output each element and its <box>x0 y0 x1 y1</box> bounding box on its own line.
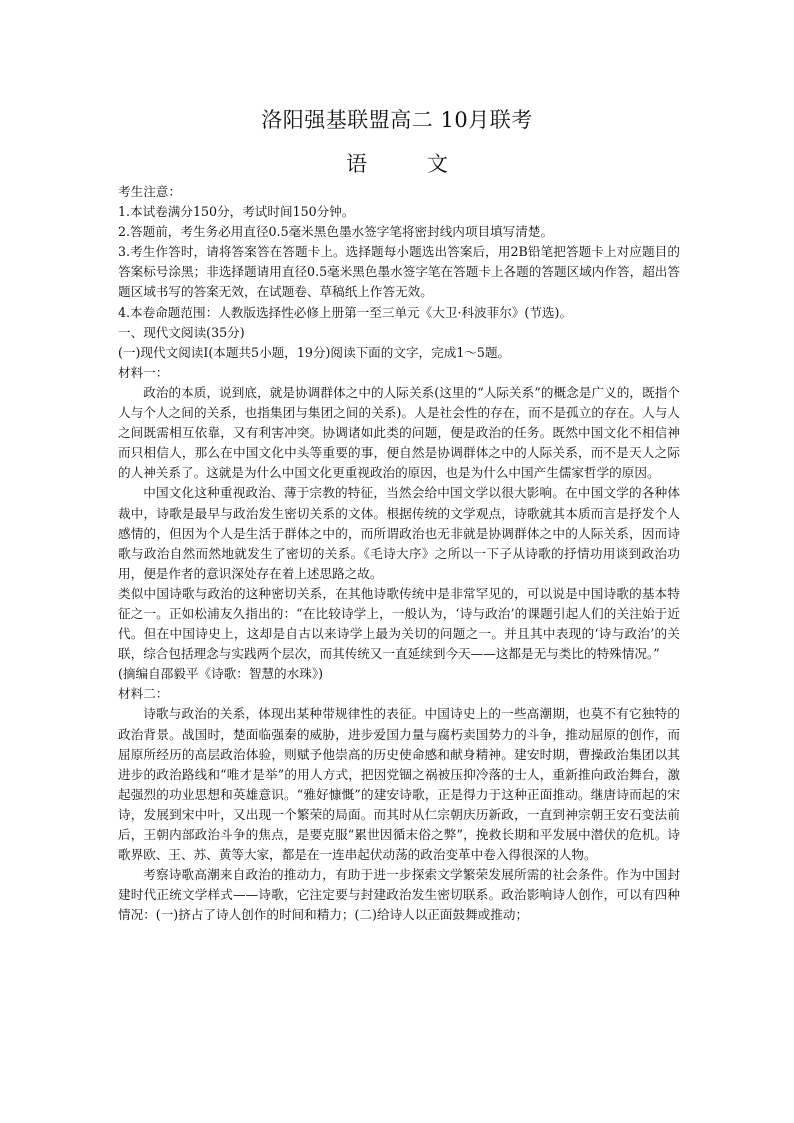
notice-item: 3.考生作答时，请将答案答在答题卡上。选择题每小题选出答案后，用2B铅笔把答题卡上对应题目的答案标号涂黑；非选择题请用直径0.5毫米黑色墨水签字笔在答题卡上各题的答题区域内作答，超出答题区域书写的答案无效，在试题卷、草稿纸上作答无效。 <box>118 244 680 300</box>
subject-char-1: 语 <box>346 152 367 176</box>
notice-item: 4.本卷命题范围：人教版选择性必修上册第一至三单元《大卫·科波菲尔》(节选)。 <box>118 304 573 320</box>
material-paragraph: 考察诗歌高潮来自政治的推动力，有助于进一步探索文学繁荣发展所需的社会条件。作为中国封建时代正统文学样式——诗歌，它注定要与封建政治发生密切联系。政治影响诗人创作，可以有四种情况：(一)挤占了诗人创作的时间和精力；(二)给诗人以正面鼓舞或推动； <box>118 867 680 923</box>
material-label: 材料二： <box>118 686 169 702</box>
subject-title <box>0 148 794 178</box>
material-paragraph: 诗歌与政治的关系，体现出某种带规律性的表征。中国诗史上的一些高潮期，也莫不有它独特的政治背景。战国时，楚面临强秦的威胁，进步爱国力量与腐朽卖国势力的斗争，推动屈原的创作，而屈原所经历的高层政治体验，则赋予他崇高的历史使命感和献身精神。建安时期，曹操政治集团以其进步的政治路线和“唯才是举”的用人方式，把因党锢之祸被压抑冷落的士人，重新推向政治舞台，激起强烈的功业思想和英雄意识。“雅好慷慨”的建安诗歌，正是得力于这种正面推动。继唐诗而起的宋诗，发展到宋中叶，又出现一个繁荣的局面。而其时从仁宗朝庆历新政，一直到神宗朝王安石变法前后，王朝内部政治斗争的焦点，是要克服“累世因循末俗之弊”，挽救长期和平发展中潜伏的危机。诗歌界欧、王、苏、黄等大家，都是在一连串起伏动荡的政治变革中卷入得很深的人物。 <box>118 706 680 863</box>
question-instruction: (一)现代文阅读Ⅰ(本题共5小题，19分)阅读下面的文字，完成1～5题。 <box>118 344 511 360</box>
material-source: (摘编自邵毅平《诗歌：智慧的水珠》) <box>118 666 324 682</box>
material-label: 材料一： <box>118 364 169 380</box>
notice-heading: 考生注意： <box>118 184 181 199</box>
material-paragraph: 政治的本质，说到底，就是协调群体之中的人际关系(这里的“人际关系”的概念是广义的，既指个人与个人之间的关系，也指集团与集团之间的关系)。人是社会性的存在，而不是孤立的存在。人与人之间既需相互依靠，又有利害冲突。协调诸如此类的问题，便是政治的任务。既然中国文化不相信神而只相信人，那么在中国文化中头等重要的事，便自然是协调群体之中的人际关系，而不是天人之际的人神关系了。这就是为什么中国文化更重视政治的原因，也是为什么中国产生儒家哲学的原因。 <box>118 384 680 481</box>
section-heading: 一、现代文阅读(35分) <box>118 324 245 340</box>
material-paragraph: 中国文化这种重视政治、薄于宗教的特征，当然会给中国文学以很大影响。在中国文学的各种体裁中，诗歌是最早与政治发生密切关系的文体。根据传统的文学观点，诗歌就其本质而言是抒发个人感情的，但因为个人是生活于群体之中的，而所谓政治也无非就是协调群体之中的人际关系，因而诗歌与政治自然而然地就发生了密切的关系。《毛诗大序》之所以一下子从诗歌的抒情功用谈到政治功用，便是作者的意识深处存在着上述思路之故。 <box>118 485 680 581</box>
document-body <box>118 182 680 925</box>
notice-item: 2.答题前，考生务必用直径0.5毫米黑色墨水签字笔将密封线内项目填写清楚。 <box>118 224 554 240</box>
subject-char-2: 文 <box>427 152 448 176</box>
notice-item: 1.本试卷满分150分，考试时间150分钟。 <box>118 204 355 220</box>
page-title: 洛阳强基联盟高二 10月联考 <box>261 108 533 132</box>
material-paragraph: 类似中国诗歌与政治的这种密切关系，在其他诗歌传统中是非常罕见的，可以说是中国诗歌的基本特征之一。正如松浦友久指出的：“在比较诗学上，一般认为，‘诗与政治’的课题引起人们的关注始于近代。但在中国诗史上，这却是自古以来诗学上最为关切的问题之一。并且其中表现的‘诗与政治’的关联，综合包括理念与实践两个层次，而其传统又一直延续到今天——这都是无与类比的特殊情况。” <box>118 585 680 662</box>
